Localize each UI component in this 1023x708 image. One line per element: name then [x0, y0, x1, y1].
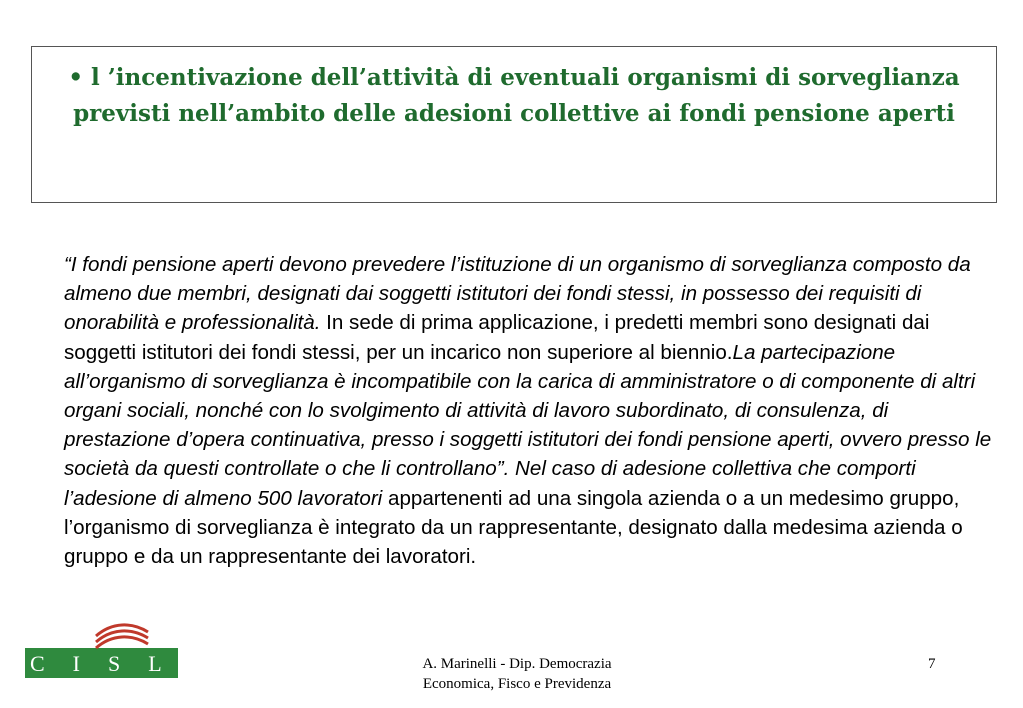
cisl-logo-swoosh-icon [92, 618, 152, 652]
footer-author-line-2: Economica, Fisco e Previdenza [422, 676, 612, 692]
body-segment-plain-2: appartenenti ad una singola azienda o a un medesimo gruppo, l’organismo di sorveglianza è integrato da un rappresentante, designato dalla medesima azienda o gruppo e da un rappresentante dei lavoratori. [64, 486, 963, 569]
footer-author [392, 654, 642, 694]
body-segment-quote-1: “I fondi pensione aperti devono prevedere l’istituzione di un organismo di sorveglianza composto da almeno due membri, designati dai soggetti istitutori dei fondi stessi, in possesso dei requisiti di onorabilità e professionalità. [64, 253, 971, 335]
body-segment-quote-2: La partecipazione all’organismo di sorveglianza è incompatibile con la carica di amministratore o di componente di altri organi sociali, nonché con lo svolgimento di attività di lavoro subordinato, di consulenza, di prestazione d’opera continuativa, presso i soggetti istitutori dei fondi pensione aperti, ovvero presso le società da questi controllate o che li controllano”. Nel caso di adesione collettiva che comporti l’adesione di almeno 500 lavoratori [64, 340, 992, 510]
title-box [31, 46, 997, 203]
body-segment-plain-1: In sede di prima applicazione, i predetti membri sono designati dai soggetti istitutori dei fondi stessi, per un incarico non superiore al biennio. [64, 311, 930, 364]
footer-author-line-1: A. Marinelli - Dip. Democrazia [422, 656, 612, 672]
page-number: 7 [928, 656, 936, 672]
cisl-logo-text: CISL [30, 651, 190, 676]
body-text [64, 250, 994, 571]
slide-title: • l ’incentivazione dell’attività di eventuali organismi di sorveglianza previsti nell’ambito delle adesioni collettive ai fondi pensione aperti [68, 64, 960, 127]
